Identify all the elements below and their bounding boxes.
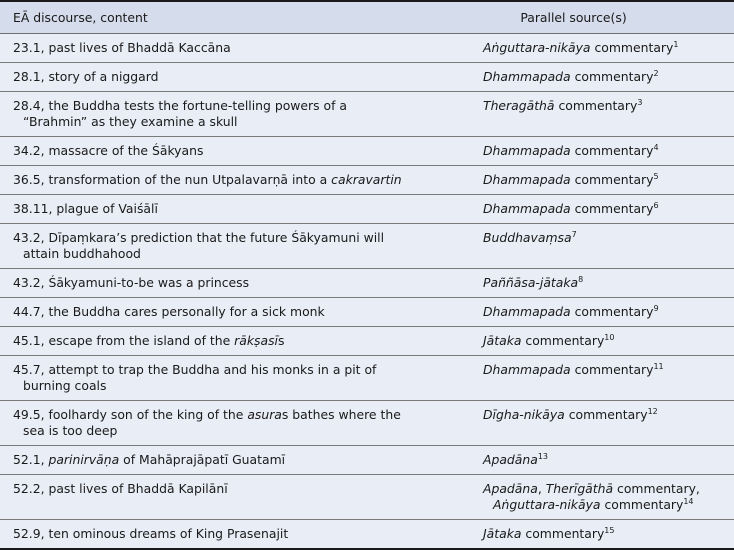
- table-row: [0, 269, 734, 298]
- footnote-ref[interactable]: 13: [537, 452, 549, 461]
- discourse-content: 43.2, Dīpaṃkara’s prediction that the future Śākyamuni will attain buddhahood: [0, 224, 423, 269]
- table-row: [0, 475, 734, 520]
- footnote-ref[interactable]: 14: [683, 497, 694, 506]
- parallel-source: Apadāna, Therīgāthā commentary, Aṅguttara-nikāya commentary$^{14}$: [423, 475, 734, 520]
- table-row: [0, 298, 734, 327]
- table-row: [0, 224, 734, 269]
- discourse-content: 52.1, parinirvāṇa of Mahāprajāpatī Guatamī: [0, 446, 423, 475]
- parallel-source: Aṅguttara-nikāya commentary$^1$: [423, 34, 734, 63]
- footnote-ref[interactable]: 7: [571, 230, 577, 239]
- footnote-ref[interactable]: 12: [647, 407, 658, 416]
- parallel-source: Jātaka commentary$^{10}$: [423, 327, 734, 356]
- discourse-content: 45.1, escape from the island of the rākṣasīs: [0, 327, 423, 356]
- header-discourse-content: EĀ discourse, content: [0, 1, 423, 34]
- parallel-source: Dīgha-nikāya commentary$^{12}$: [423, 401, 734, 446]
- table-row: [0, 92, 734, 137]
- parallel-source: Jātaka commentary$^{15}$: [483, 526, 615, 541]
- footnote-ref[interactable]: 4: [653, 143, 659, 152]
- discourse-content: 36.5, transformation of the nun Utpalavarṇā into a cakravartin: [0, 166, 423, 195]
- header-row: [0, 1, 734, 34]
- footnote-ref[interactable]: 2: [653, 69, 659, 78]
- footnote-ref[interactable]: 3: [637, 98, 643, 107]
- footnote-ref[interactable]: 6: [653, 201, 659, 210]
- parallel-source: Dhammapada commentary$^2$: [423, 63, 734, 92]
- table-row: [0, 356, 734, 401]
- footnote-ref[interactable]: 1: [673, 40, 679, 49]
- footnote-ref[interactable]: 8: [578, 275, 584, 284]
- parallel-source: Dhammapada commentary$^9$: [423, 298, 734, 327]
- table-row: [0, 520, 734, 550]
- table-row: [0, 195, 734, 224]
- discourse-content: 44.7, the Buddha cares personally for a sick monk: [0, 298, 423, 327]
- parallel-source: Theragāthā commentary$^3$: [423, 92, 734, 137]
- footnote-ref[interactable]: 11: [653, 362, 664, 371]
- header-parallel-sources: Parallel source(s): [423, 1, 734, 34]
- footnote-ref[interactable]: 5: [653, 172, 659, 181]
- discourse-content: 43.2, Śākyamuni-to-be was a princess: [0, 269, 423, 298]
- footnote-ref[interactable]: 10: [604, 333, 615, 342]
- discourse-content: 23.1, past lives of Bhaddā Kaccāna: [0, 34, 423, 63]
- footnote-ref[interactable]: 15: [604, 526, 615, 535]
- table-row: [0, 166, 734, 195]
- parallel-source: Buddhavaṃsa$^7$: [423, 224, 734, 269]
- parallel-source: Paññāsa-jātaka$^8$: [423, 269, 734, 298]
- footnote-ref[interactable]: 9: [653, 304, 659, 313]
- discourse-content: 52.2, past lives of Bhaddā Kapilānī: [0, 475, 423, 520]
- parallel-source: Dhammapada commentary$^5$: [423, 166, 734, 195]
- table-row: [0, 137, 734, 166]
- parallel-source: Dhammapada commentary$^4$: [423, 137, 734, 166]
- table-row: [0, 63, 734, 92]
- table-row: [0, 34, 734, 63]
- table-row: [0, 446, 734, 475]
- table-row: [0, 401, 734, 446]
- parallel-source: Dhammapada commentary$^{11}$: [423, 356, 734, 401]
- table-row: [0, 327, 734, 356]
- discourse-content: 45.7, attempt to trap the Buddha and his monks in a pit of burning coals: [0, 356, 423, 401]
- discourse-content: 28.4, the Buddha tests the fortune-telling powers of a “Brahmin” as they examine a skull: [0, 92, 423, 137]
- discourse-content: 34.2, massacre of the Śākyans: [0, 137, 423, 166]
- discourse-content: 49.5, foolhardy son of the king of the asuras bathes where the sea is too deep: [0, 401, 423, 446]
- parallel-source: Dhammapada commentary$^6$: [423, 195, 734, 224]
- parallel-source: Apadāna$^{13}$: [423, 446, 734, 475]
- discourse-content: 52.9, ten ominous dreams of King Prasenajit: [13, 526, 289, 541]
- discourse-content: 38.11, plague of Vaiśālī: [0, 195, 423, 224]
- discourse-content: 28.1, story of a niggard: [0, 63, 423, 92]
